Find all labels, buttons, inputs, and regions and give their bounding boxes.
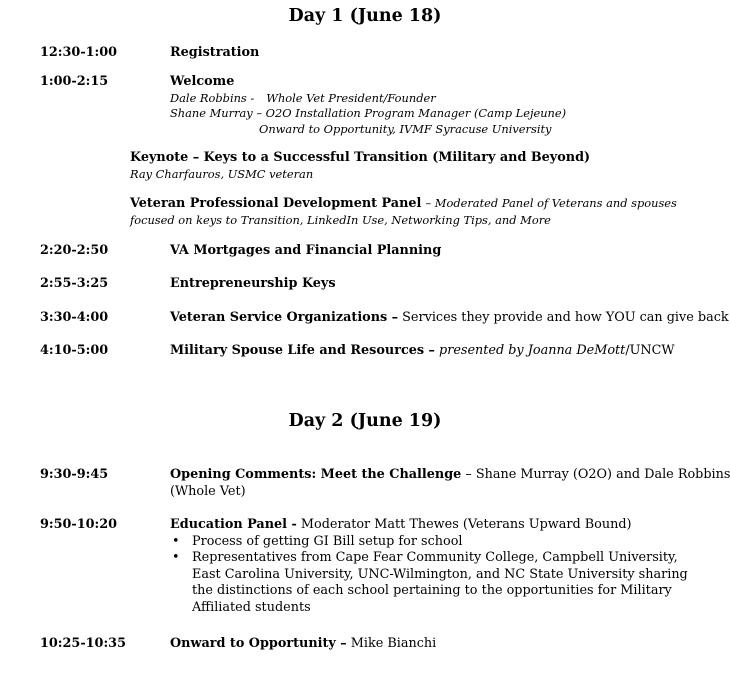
session-title: Welcome: [170, 74, 235, 89]
session-title: Military Spouse Life and Resources –: [170, 343, 435, 358]
time-slot: 9:30-9:45: [40, 467, 109, 482]
time-slot: 12:30-1:00: [40, 45, 118, 60]
speaker-line: Ray Charfauros, USMC veteran: [130, 166, 314, 181]
speaker-name: Dale Robbins -: [170, 90, 255, 105]
session-title: Opening Comments: Meet the Challenge: [170, 467, 462, 482]
time-slot: 2:55-3:25: [40, 276, 109, 291]
session-detail: Moderator Matt Thewes (Veterans Upward Bound): [296, 517, 632, 532]
speaker-role: Onward to Opportunity, IVMF Syracuse University: [259, 121, 552, 136]
session-desc: focused on keys to Transition, LinkedIn Use, Networking Tips, and More: [130, 212, 551, 227]
speaker-role: Whole Vet President/Founder: [266, 90, 436, 105]
session-desc: – Moderated Panel of Veterans and spouses: [425, 196, 677, 210]
bullet-icon: •: [172, 533, 180, 549]
session-detail: /UNCW: [625, 343, 675, 358]
time-slot: 9:50-10:20: [40, 517, 118, 532]
session-detail: (Whole Vet): [170, 483, 246, 499]
list-item: • Representatives from Cape Fear Community College, Campbell University, East Carolina University, UNC-Wilmington, and NC State University sharing the distinctions of each school pertaining to the opportunities for Military Affiliated students: [172, 550, 688, 615]
session-detail: Services they provide and how YOU can give back: [398, 310, 729, 325]
session-title: VA Mortgages and Financial Planning: [170, 243, 442, 258]
day2-title: Day 2 (June 19): [288, 411, 442, 431]
session-title: Education Panel -: [170, 517, 297, 532]
bullet-list: [170, 534, 720, 617]
session-title: Registration: [170, 45, 260, 60]
session-title: Keynote – Keys to a Successful Transition (Military and Beyond): [130, 150, 591, 165]
session-block: [130, 195, 680, 228]
session-block: [130, 150, 680, 182]
list-item: • Process of getting GI Bill setup for school: [172, 533, 463, 549]
time-slot: 3:30-4:00: [40, 310, 109, 325]
speaker-line: Shane Murray – O2O Installation Program Manager (Camp Lejeune): [170, 106, 567, 120]
session-title: Onward to Opportunity –: [170, 636, 347, 651]
session-block: [170, 74, 720, 137]
session-title: Veteran Professional Development Panel: [130, 196, 422, 211]
session-title: Entrepreneurship Keys: [170, 276, 336, 291]
time-slot: 1:00-2:15: [40, 74, 109, 89]
speaker-line: [170, 91, 720, 107]
bullet-icon: •: [172, 550, 180, 565]
day1-title: Day 1 (June 18): [288, 6, 442, 26]
time-slot: 4:10-5:00: [40, 343, 109, 358]
session-detail: presented by Joanna DeMott: [434, 343, 626, 358]
time-slot: 10:25-10:35: [40, 636, 126, 651]
session-detail: – Shane Murray (O2O) and Dale Robbins: [461, 467, 730, 482]
time-slot: 2:20-2:50: [40, 243, 109, 258]
session-title: Veteran Service Organizations –: [170, 310, 399, 325]
session-detail: Mike Bianchi: [346, 636, 437, 651]
